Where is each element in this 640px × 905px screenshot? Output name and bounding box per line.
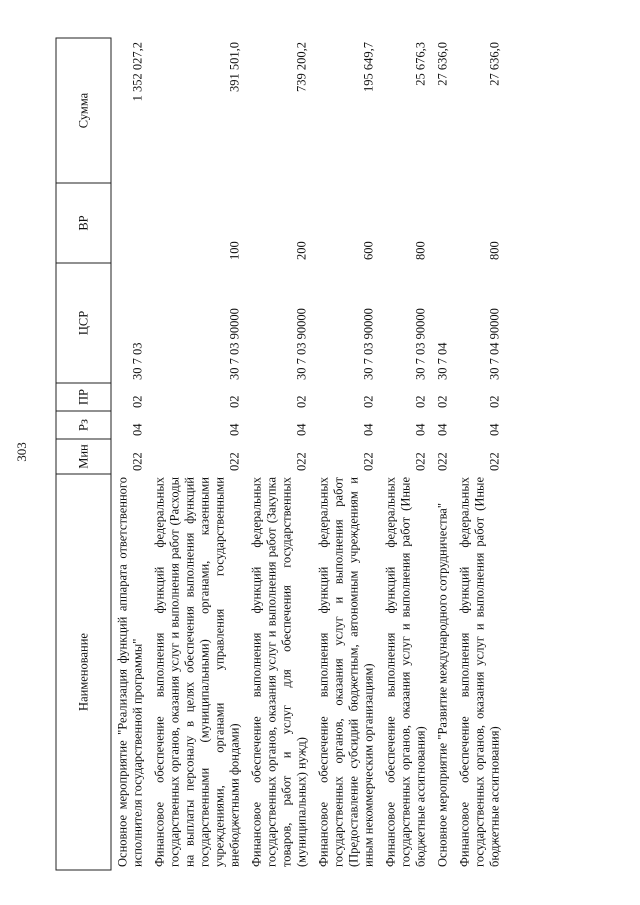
row-rz: 04: [130, 423, 144, 436]
row-pr: 02: [487, 395, 501, 408]
row-pr: 02: [435, 395, 449, 408]
row-sum: 391 501,0: [227, 41, 241, 92]
row-vr: 800: [487, 240, 501, 260]
header-min: Мин: [56, 439, 111, 474]
row-csr: 30 7 04 90000: [487, 307, 501, 380]
row-name: Финансовое обеспечение выполнения функций федеральных государственных органов, оказания услуг и выполнения работ (Расходы на выплаты персоналу в целях обеспечения выполнения функций государственными (муниципальными) органами, казенными учреждениями, органами управления государственными внебюджетными фондами): [152, 476, 241, 867]
row-sum: 27 636,0: [487, 41, 501, 86]
row-rz: 04: [435, 423, 449, 436]
header-name: Наименование: [56, 474, 111, 870]
row-sum: 1 352 027,2: [130, 41, 144, 101]
row-sum: 27 636,0: [435, 41, 449, 86]
page-number: 303: [14, 442, 29, 462]
row-name: Финансовое обеспечение выполнения функций федеральных государственных органов, оказания услуг и выполнения работ (Предоставление субсидий бюджетным, автономным учреждениям и иным некоммерческим организациям): [316, 476, 375, 867]
row-csr: 30 7 03 90000: [361, 307, 375, 380]
row-rz: 04: [294, 423, 308, 436]
row-sum: 195 649,7: [361, 41, 375, 92]
table-row: [148, 38, 245, 870]
row-vr: 200: [294, 240, 308, 260]
row-min: 022: [487, 451, 501, 471]
row-sum: 25 676,3: [413, 41, 427, 86]
row-csr: 30 7 04: [435, 342, 449, 380]
table-header-row: [56, 38, 111, 870]
table-row: [379, 38, 431, 870]
row-rz: 04: [413, 423, 427, 436]
header-sum: Сумма: [56, 38, 111, 183]
row-name: Финансовое обеспечение выполнения функций федеральных государственных органов, оказания услуг и выполнения работ (Закупка товаров, работ и услуг для обеспечения государственных (муниципальных) нужд): [249, 476, 308, 867]
row-pr: 02: [361, 395, 375, 408]
row-csr: 30 7 03 90000: [294, 307, 308, 380]
row-sum: 739 200,2: [294, 41, 308, 92]
row-min: 022: [413, 451, 427, 471]
row-name: Основное мероприятие "Развитие международного сотрудничества": [435, 502, 449, 867]
row-pr: 02: [227, 395, 241, 408]
row-name: Финансовое обеспечение выполнения функций федеральных государственных органов, оказания услуг и выполнения работ (Иные бюджетные ассигнования): [457, 476, 501, 867]
row-name: Основное мероприятие "Реализация функций аппарата ответственного исполнителя государственной программы": [115, 476, 144, 867]
row-rz: 04: [227, 423, 241, 436]
row-vr: 800: [413, 240, 427, 260]
row-min: 022: [294, 451, 308, 471]
row-pr: 02: [294, 395, 308, 408]
rotated-page: [55, 35, 585, 870]
row-min: 022: [130, 451, 144, 471]
header-csr: ЦСР: [56, 263, 111, 383]
row-csr: 30 7 03: [130, 342, 144, 380]
row-min: 022: [227, 451, 241, 471]
row-min: 022: [361, 451, 375, 471]
row-vr: 100: [227, 240, 241, 260]
budget-table: [55, 37, 505, 870]
table-row: [245, 38, 312, 870]
row-rz: 04: [361, 423, 375, 436]
header-pr: ПР: [56, 383, 111, 411]
row-csr: 30 7 03 90000: [413, 307, 427, 380]
header-rz: Рз: [56, 411, 111, 439]
row-name: Финансовое обеспечение выполнения функций федеральных государственных органов, оказания услуг и выполнения работ (Иные бюджетные ассигнования): [383, 476, 427, 867]
header-vr: ВР: [56, 183, 111, 263]
table-row: [431, 38, 453, 870]
row-pr: 02: [130, 395, 144, 408]
row-pr: 02: [413, 395, 427, 408]
table-row: [312, 38, 379, 870]
row-min: 022: [435, 451, 449, 471]
row-csr: 30 7 03 90000: [227, 307, 241, 380]
table-row: [453, 38, 505, 870]
table-row: [111, 38, 149, 870]
row-vr: [111, 183, 149, 263]
row-vr: 600: [361, 240, 375, 260]
row-rz: 04: [487, 423, 501, 436]
row-vr: [431, 183, 453, 263]
